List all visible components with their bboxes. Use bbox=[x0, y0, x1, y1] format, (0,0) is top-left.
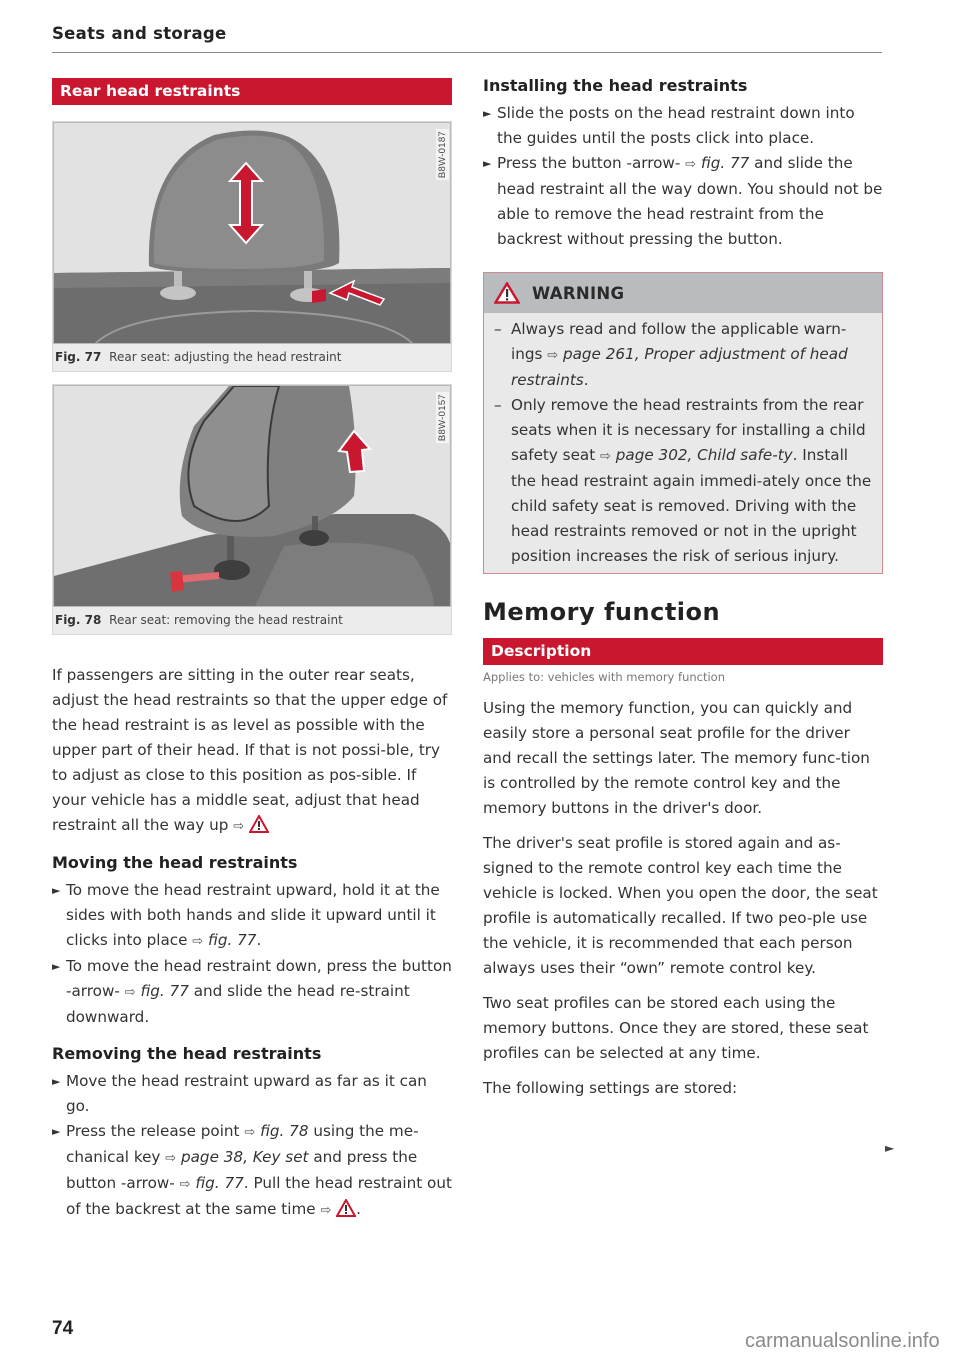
bullet-icon: ► bbox=[52, 1125, 61, 1138]
step-text: To move the head restraint upward, hold it at the sides with both hands and slide it upward until it clicks into place bbox=[66, 881, 440, 949]
warning-box bbox=[483, 272, 883, 574]
ref-arrow-icon: ⇨ bbox=[179, 1177, 191, 1192]
dash-icon: – bbox=[494, 320, 502, 338]
figure-78-code: B8W-0157 bbox=[437, 394, 448, 442]
step-text: Press the release point bbox=[66, 1122, 240, 1140]
installing-steps bbox=[483, 101, 883, 252]
removing-steps bbox=[52, 1069, 452, 1223]
warning-triangle-icon bbox=[494, 282, 520, 304]
section-title-rear-head-restraints: Rear head restraints bbox=[52, 78, 452, 105]
intro-text: If passengers are sitting in the outer rear seats, adjust the head restraints so that the upper edge of the head restraint is as level as possible with the upper part of their head. If that is not possi-ble, try to adjust as close to this position as pos-sible. If your vehicle has a middle seat, adjust that head restraint all the way up bbox=[52, 666, 448, 834]
step-text: . Pull the head restraint out of the backrest at the same time bbox=[66, 1174, 452, 1218]
page-number: 74 bbox=[52, 1318, 74, 1339]
page-header bbox=[52, 24, 882, 53]
moving-step bbox=[52, 954, 452, 1030]
moving-heading: Moving the head restraints bbox=[52, 853, 298, 872]
right-column bbox=[483, 76, 883, 1101]
head-restraint-adjust-illustration bbox=[54, 123, 451, 344]
section-title-description: Description bbox=[483, 638, 883, 665]
memory-paragraph-2: The driver's seat profile is stored again and as-signed to the remote control key each time the vehicle is locked. When you open the door, the seat profile is automatically recalled. If two peo-ple use the vehicle, it is recommended that each person always uses their “own” remote control key. bbox=[483, 834, 878, 977]
step-text-after: . bbox=[256, 931, 262, 949]
step-text: Slide the posts on the head restraint down into the guides until the posts click into place. bbox=[497, 104, 855, 147]
chapter-title: Seats and storage bbox=[52, 24, 227, 43]
removing-step: ► Press the release point ⇨ fig. 78 using the me-chanical key ⇨ page 38, Key set and press the button -arrow- ⇨ fig. 77. Pull the head restraint out of the backrest at the same time ⇨ . bbox=[52, 1119, 452, 1223]
warning-text: Always read and follow the applicable warn-ings bbox=[511, 320, 847, 363]
figure-78-caption bbox=[53, 607, 451, 634]
figure-77-caption-text: Rear seat: adjusting the head restraint bbox=[109, 350, 342, 364]
fig-77-link[interactable]: fig. 77 bbox=[700, 154, 750, 172]
warning-text: . bbox=[583, 371, 589, 389]
ref-arrow-icon: ⇨ bbox=[124, 985, 136, 1000]
intro-paragraph bbox=[52, 663, 452, 839]
installing-step bbox=[483, 151, 883, 252]
figure-77-code: B8W-0187 bbox=[437, 131, 448, 179]
memory-paragraph-4: The following settings are stored: bbox=[483, 1079, 738, 1097]
warning-triangle-icon[interactable] bbox=[249, 815, 269, 833]
warning-title: WARNING bbox=[532, 283, 625, 303]
warning-item bbox=[494, 317, 872, 393]
bullet-icon: ► bbox=[52, 1075, 61, 1088]
installing-step bbox=[483, 101, 883, 151]
ref-arrow-icon: ⇨ bbox=[244, 1125, 256, 1140]
ref-arrow-icon: ⇨ bbox=[600, 449, 611, 464]
ref-arrow-icon: ⇨ bbox=[165, 1151, 177, 1166]
memory-function-heading: Memory function bbox=[483, 598, 721, 626]
page-261-link[interactable]: page 261, Proper adjustment of head restraints bbox=[511, 345, 848, 389]
ref-arrow-icon: ⇨ bbox=[192, 934, 204, 949]
installing-heading: Installing the head restraints bbox=[483, 76, 748, 95]
figure-78-number: Fig. 78 bbox=[55, 613, 102, 627]
figure-78 bbox=[52, 384, 452, 635]
ref-arrow-icon: ⇨ bbox=[320, 1203, 332, 1218]
watermark: carmanualsonline.info bbox=[745, 1330, 940, 1352]
fig-77-link[interactable]: fig. 77 bbox=[140, 982, 189, 1000]
figure-77-illustration bbox=[53, 122, 451, 344]
memory-paragraph-1: Using the memory function, you can quickly and easily store a personal seat profile for the driver and recall the settings later. The memory func-tion is controlled by the remote control key and the memory buttons in the driver's door. bbox=[483, 699, 870, 817]
moving-steps bbox=[52, 878, 452, 1030]
applies-to-note: Applies to: vehicles with memory function bbox=[483, 670, 725, 684]
step-text-after: and slide the head re-straint downward. bbox=[66, 982, 410, 1026]
step-text: and slide the head restraint all the way down. You should not be able to remove the head restraint from the backrest without pressing the button. bbox=[497, 154, 883, 248]
ref-arrow-icon: ⇨ bbox=[233, 819, 245, 834]
bullet-icon: ► bbox=[52, 884, 61, 897]
warning-triangle-icon[interactable] bbox=[336, 1199, 356, 1217]
ref-arrow-icon: ⇨ bbox=[685, 157, 697, 172]
page-302-link[interactable]: page 302, Child safe-ty bbox=[615, 446, 793, 464]
figure-78-caption-text: Rear seat: removing the head restraint bbox=[109, 613, 343, 627]
step-text: Press the button -arrow- bbox=[497, 154, 681, 172]
warning-text: . Install the head restraint again immedi-ately once the child safety seat is removed. Driving with the head restraints removed or not in the upright position increases the risk of serious injury. bbox=[511, 446, 872, 565]
step-text: Move the head restraint upward as far as it can go. bbox=[66, 1072, 427, 1115]
head-restraint-remove-illustration bbox=[54, 386, 451, 607]
removing-step bbox=[52, 1069, 452, 1119]
figure-77-number: Fig. 77 bbox=[55, 350, 102, 364]
bullet-icon: ► bbox=[483, 157, 492, 170]
bullet-icon: ► bbox=[52, 960, 61, 973]
fig-77-link[interactable]: fig. 77 bbox=[208, 931, 257, 949]
warning-text: Only remove the head restraints from the rear seats when it is necessary for installing a child safety seat bbox=[511, 396, 866, 464]
figure-78-illustration bbox=[53, 385, 451, 607]
step-text: To move the head restraint down, press the button -arrow- bbox=[66, 957, 452, 1000]
dash-icon: – bbox=[494, 396, 502, 414]
removing-heading: Removing the head restraints bbox=[52, 1044, 322, 1063]
step-text: and press the button -arrow- bbox=[66, 1148, 418, 1192]
bullet-icon: ► bbox=[483, 107, 492, 120]
fig-77-link[interactable]: fig. 77 bbox=[195, 1174, 244, 1192]
figure-77-caption bbox=[53, 344, 451, 371]
moving-step bbox=[52, 878, 452, 954]
warning-header bbox=[484, 273, 882, 313]
fig-78-link[interactable]: fig. 78 bbox=[260, 1122, 309, 1140]
page-38-link[interactable]: page 38, Key set bbox=[180, 1148, 309, 1166]
memory-paragraph-3: Two seat profiles can be stored each using the memory buttons. Once they are stored, these seat profiles can be selected at any time. bbox=[483, 994, 869, 1062]
warning-item bbox=[494, 393, 872, 569]
figure-77 bbox=[52, 121, 452, 372]
ref-arrow-icon: ⇨ bbox=[547, 348, 559, 363]
continue-arrow-icon: ► bbox=[885, 1141, 895, 1155]
step-text: using the me-chanical key bbox=[66, 1122, 419, 1166]
warning-list bbox=[484, 313, 882, 573]
left-column bbox=[52, 78, 452, 1223]
